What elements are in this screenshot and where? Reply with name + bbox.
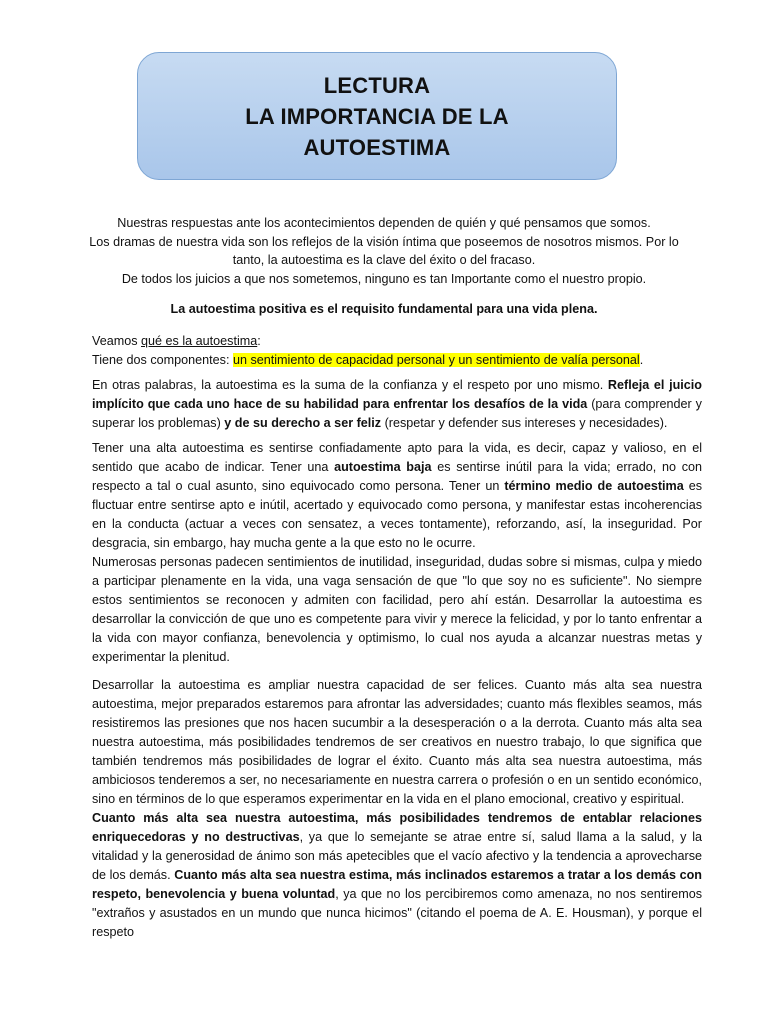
paragraph-relations: Cuanto más alta sea nuestra autoestima, más posibilidades tendremos de entablar relaciones enriquecedoras y no destructivas, ya que lo semejante se atrae entre sí, salud llama a la salud, y la vitalidad y la generosidad de ánimo son más apetecibles que el vacío afectivo y la tendencia a aprovecharse de los demás. Cuanto más alta sea nuestra estima, más inclinados estaremos a tratar a los demás con respeto, benevolencia y buena voluntad, ya que no los percibiremos como amenaza, no nos sentiremos "extraños y asustados en un mundo que nunca hicimos" (citando el poema de A. E. Housman), y porque el respeto xyxy=(92,811,703,939)
paragraph-levels: Tener una alta autoestima es sentirse confiadamente apto para la vida, es decir, capaz y valioso, en el sentido que acabo de indicar. Tener una autoestima baja es sentirse inútil para la vida; errado, no con respecto a tal o cual asunto, sino equivocado como persona. Tener un término medio de autoestima es fluctuar entre sentirse apto e inútil, acertado y equivocado como persona, y manifestar estas incoherencias en la conducta (actuar a veces con sensatez, a veces tontamente), reforzando, así, la inseguridad. Por desgracia, sin embargo, hay mucha gente a la que esto no le ocurre. xyxy=(92,441,703,550)
title-line-3: AUTOESTIMA xyxy=(303,134,451,160)
title-line-1: LECTURA xyxy=(323,72,431,98)
intro-line-1: Nuestras respuestas ante los acontecimientos dependen de quién y qué pensamos que somos. xyxy=(117,216,651,230)
body-text xyxy=(92,332,702,942)
title-box xyxy=(137,52,617,180)
highlighted-components: un sentimiento de capacidad personal y un sentimiento de valía personal xyxy=(232,353,640,367)
paragraph-feelings: Numerosas personas padecen sentimientos de inutilidad, inseguridad, dudas sobre si mismas, culpa y miedo a participar plenamente en la vida, una vaga sensación de que "lo que soy no es suficiente". No siempre estos sentimientos se reconocen y admiten con facilidad, pero ahí están. Desarrollar la autoestima es desarrollar la convicción de que uno es competente para vivir y merece la felicidad, y por lo tanto enfrentar a la vida con mayor confianza, benevolencia y optimismo, lo cual nos ayuda a alcanzar nuestras metas y experimentar la plenitud. xyxy=(92,555,702,664)
paragraph-components: Tiene dos componentes: un sentimiento de capacidad personal y un sentimiento de valía personal. xyxy=(92,353,644,367)
paragraph-definition: En otras palabras, la autoestima es la suma de la confianza y el respeto por uno mismo. Refleja el juicio implícito que cada uno hace de su habilidad para enfrentar los desafíos de la vida (para comprender y superar los problemas) y de su derecho a ser feliz (respetar y defender sus intereses y necesidades). xyxy=(92,378,702,430)
paragraph-develop: Desarrollar la autoestima es ampliar nuestra capacidad de ser felices. Cuanto más alta sea nuestra autoestima, mejor preparados estaremos para afrontar las adversidades; cuanto más flexibles seamos, más resistiremos las presiones que nos hacen sucumbir a la desesperación o a la derrota. Cuanto más alta sea nuestra autoestima, más posibilidades tendremos de ser creativos en nuestro trabajo, lo que significa que también tendremos más posibilidades de lograr el éxito. Cuanto más alta sea nuestra autoestima, más ambiciosos tenderemos a ser, no necesariamente en nuestra carrera o profesión o en un sentido económico, sino en términos de lo que esperamos experimentar en la vida en el plano emocional, creativo y espiritual. xyxy=(92,678,702,806)
intro-line-3: De todos los juicios a que nos sometemos, ninguno es tan Importante como el nuestro propio. xyxy=(121,271,647,286)
lead-statement: La autoestima positiva es el requisito fundamental para una vida plena. xyxy=(170,302,598,316)
intro-block xyxy=(88,214,680,288)
paragraph-what-is: Veamos qué es la autoestima: xyxy=(92,334,261,348)
title-line-2: LA IMPORTANCIA DE LA xyxy=(245,103,509,129)
what-is-underlined: qué es la autoestima xyxy=(141,334,258,348)
intro-line-2: Los dramas de nuestra vida son los reflejos de la visión íntima que poseemos de nosotros mismos. Por lo tanto, la autoestima es la clave del éxito o del fracaso. xyxy=(89,234,679,267)
